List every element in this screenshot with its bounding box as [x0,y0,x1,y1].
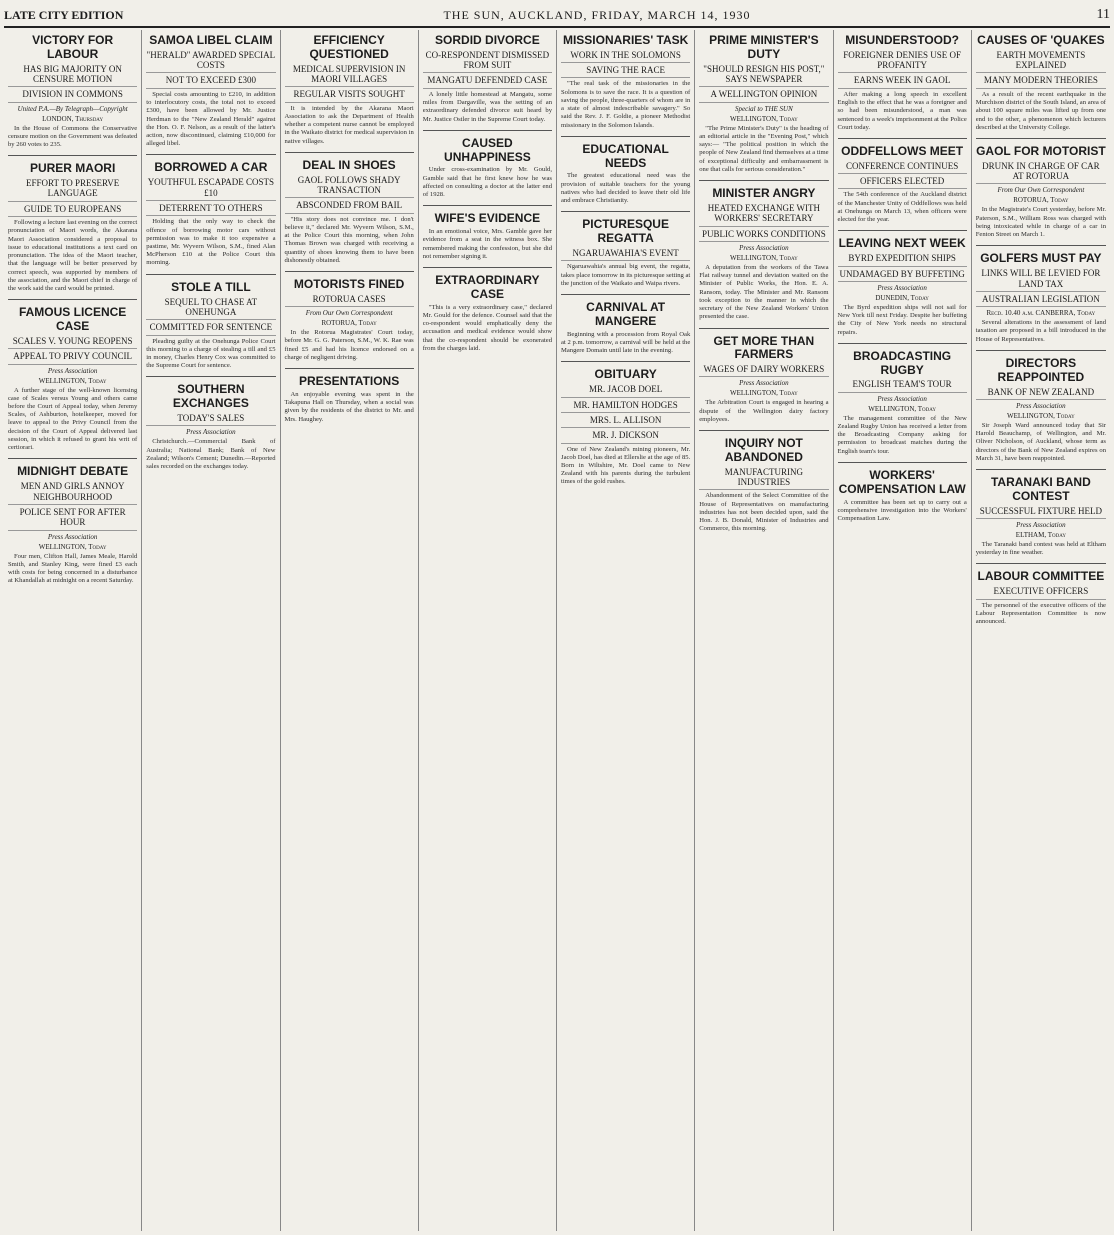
news-story [423,205,552,261]
story-paragraph: Following a lecture last evening on the correct pronunciation of Maori words, the Akarana Maori Association considered a proposal to issue to educational institutions a text card on pronunciation. The idea of the Maori teacher, that the language will be better preserved by correct speech, was supported by members of the association, and the Maori chief in charge of the work said the card would be printed. [8,219,138,293]
story-body [285,329,414,362]
story-subhead: MANY MODERN THEORIES [976,75,1106,88]
story-paragraph: Pleading guilty at the Onehunga Police Court this morning to a charge of stealing a till and £5 in money, Charles Henry Cox was committed to the Supreme Court for sentence. [146,337,276,370]
story-subhead: MEN AND GIRLS ANNOY NEIGHBOURHOOD [8,481,137,505]
news-story [8,34,137,149]
story-body [699,125,828,174]
story-body [423,166,552,199]
story-headline: DIRECTORS REAPPOINTED [997,355,1085,384]
story-byline: From Our Own Correspondent [305,309,393,318]
story-headline: OBITUARY [594,367,657,382]
story-headline: BROADCASTING RUGBY [853,348,952,377]
story-dateline: ROTORUA, Today [321,319,377,328]
story-paragraph: Four men, Clifton Hall, James Meale, Harold Smith, and Stanley King, were fined £3 each with costs for being concerned in a disturbance at Khandallah at midnight on a recent Saturday. [8,552,138,585]
story-dateline: ROTORUA, Today [1013,196,1069,205]
story-subhead: DRUNK IN CHARGE OF CAR AT ROTORUA [976,161,1106,185]
news-story [285,152,414,265]
story-body [976,422,1106,463]
story-paragraph: As a result of the recent earthquake in the Murchison district of the South Island, an area of about 100 square miles was lifted up from one end to the other, a phenomenon which lecturers described at the University College. [975,90,1106,131]
story-headline: WIFE'S EVIDENCE [434,211,541,226]
story-paragraph: The personnel of the executive officers of the Labour Representation Committee is now announced. [975,601,1106,626]
edition-label: LATE CITY EDITION [4,7,124,22]
story-paragraph: One of New Zealand's mining pioneers, Mr. Jacob Doel, has died at Ellerslie at the age of 85. Born in Wiltshire, Mr. Doel came to New Zealand with his parents during the turbulent times of the gold rushes. [561,445,691,486]
story-body [699,492,828,533]
story-headline: FAMOUS LICENCE CASE [18,305,127,334]
news-column [419,30,557,1231]
story-headline: STOLE A TILL [171,279,251,294]
story-headline: PURER MAORI [29,161,116,176]
story-headline: MINISTER ANGRY [712,186,816,201]
news-story [8,155,137,293]
story-subhead: NOT TO EXCEED £300 [146,75,275,88]
news-story [838,34,967,132]
news-story [699,180,828,321]
story-body [423,91,552,124]
story-body [838,304,967,337]
story-subhead: GUIDE TO EUROPEANS [8,204,137,217]
story-body [838,91,967,132]
story-dateline: WELLINGTON, Today [1006,411,1075,420]
story-paragraph: Special costs amounting to £210, in addition to interlocutory costs, the total not to exceed £300, have been allowed by Mr. Justice Herdman to the "New Zealand Herald" against the Hon. O. F. Nelson, as a result of the latter's action, now discontinued, claiming £10,000 for alleged libel. [146,90,276,148]
story-subhead: ENGLISH TEAM'S TOUR [838,379,967,392]
story-headline: GAOL FOR MOTORIST [976,144,1106,158]
story-subhead: OFFICERS ELECTED [838,176,967,189]
news-story [561,294,690,355]
news-story [699,328,828,425]
story-headline: MISUNDERSTOOD? [845,33,960,47]
story-subhead: UNDAMAGED BY BUFFETING [838,269,967,282]
story-body [561,263,690,288]
story-subhead: GAOL FOLLOWS SHADY TRANSACTION [285,175,414,199]
story-subhead: FOREIGNER DENIES USE OF PROFANITY [838,50,967,74]
news-column [557,30,695,1231]
story-paragraph: Christchurch.—Commercial Bank of Australia; National Bank; Bank of New Zealand; Wilson's Cement; Dunedin.—Reported sales recorded on the exchanges today. [146,438,276,471]
story-subhead: SUCCESSFUL FIXTURE HELD [976,506,1106,519]
news-column [695,30,833,1231]
story-headline: SAMOA LIBEL CLAIM [149,33,273,47]
story-headline: WORKERS' COMPENSATION LAW [838,467,966,496]
story-subhead: SEQUEL TO CHASE AT ONEHUNGA [146,297,275,321]
story-byline: Press Association [1016,401,1066,410]
news-story [976,245,1106,344]
story-body [146,218,275,267]
story-byline: Press Association [739,379,789,388]
story-body [976,541,1106,557]
news-column [834,30,972,1231]
story-body [8,219,137,293]
news-story [976,34,1106,132]
news-story [976,138,1106,239]
news-story [561,211,690,288]
story-paragraph: A further stage of the well-known licensing case of Scales versus Young and others came before the Court of Appeal today, when Jeremy Scales, of Ashburton, hotelkeeper, moved for leave to appeal to the Privy Council from the decision of the Court of Appeal delivered last session, in which it refused to grant his writ of certiorari. [8,386,138,452]
news-story [976,350,1106,463]
news-story [561,34,690,130]
news-story [285,34,414,146]
news-story [285,271,414,362]
story-paragraph: Under cross-examination by Mr. Gould, Gamble said that he first knew how he was affected on consulting a doctor at the latter end of 1928. [422,166,552,199]
story-dateline: WELLINGTON, Today [38,542,107,551]
story-paragraph: Ngaruawahia's annual big event, the regatta, takes place tomorrow in its picturesque setting at the junction of the Waikato and Waipa rivers. [561,263,691,287]
story-subhead: PUBLIC WORKS CONDITIONS [699,229,828,242]
story-subhead: MRS. L. ALLISON [561,415,690,428]
story-paragraph: Beginning with a procession from Royal Oak at 2 p.m. tomorrow, a carnival will be held at the Mangere Domain until late in the evening. [561,330,691,355]
news-story [561,361,690,486]
story-headline: EDUCATIONAL NEEDS [582,141,669,170]
story-subhead: EXECUTIVE OFFICERS [976,586,1106,599]
story-headline: CAUSES OF 'QUAKES [977,33,1105,47]
news-column [281,30,419,1231]
story-byline: Press Association [877,394,927,403]
story-body [423,304,552,353]
story-paragraph: Sir Joseph Ward announced today that Sir Harold Beauchamp, of Wellington, and Mr. Oliver Nicholson, of Auckland, whose term as directors of the Bank of New Zealand expires on March 31, have been reappointed. [975,421,1106,462]
story-subhead: MANGATU DEFENDED CASE [423,75,552,88]
story-paragraph: The 54th conference of the Auckland district of the Manchester Unity of Oddfellows was held at Onehunga on March 13, when officers were elected for the year. [837,191,967,224]
story-body [838,191,967,224]
story-paragraph: In an emotional voice, Mrs. Gamble gave her evidence from a seat in the witness box. She remembered making the confession, but she did not remember signing it. [422,228,552,260]
story-body [976,602,1106,627]
story-paragraph: The greatest educational need was the provision of suitable teachers for the young natives who had decided to leave their old life and embrace Christianity. [561,172,691,205]
story-byline: From Our Own Correspondent [997,186,1085,195]
story-headline: PRIME MINISTER'S DUTY [709,33,819,61]
story-dateline: DUNEDIN, Today [875,293,929,302]
story-body [285,216,414,265]
story-dateline: WELLINGTON, Today [729,114,798,123]
story-headline: BORROWED A CAR [154,160,268,175]
story-subhead: APPEAL TO PRIVY COUNCIL [8,351,137,364]
story-headline: SOUTHERN EXCHANGES [172,382,249,411]
story-subhead: COMMITTED FOR SENTENCE [146,322,275,335]
story-body [976,319,1106,344]
story-subhead: BANK OF NEW ZEALAND [976,387,1106,400]
story-body [146,91,275,149]
news-story [146,154,275,267]
story-headline: CAUSED UNHAPPINESS [444,135,531,164]
story-headline: EXTRAORDINARY CASE [435,273,540,301]
story-headline: SORDID DIVORCE [435,33,540,47]
story-subhead: MR. HAMILTON HODGES [561,400,690,413]
story-subhead: HEATED EXCHANGE WITH WORKERS' SECRETARY [699,203,828,227]
story-body [561,331,690,356]
story-body [838,499,967,524]
story-subhead: SAVING THE RACE [561,65,690,78]
page-number: 11 [1096,7,1110,22]
news-column [972,30,1110,1231]
story-paragraph: "His story does not convince me. I don't believe it," declared Mr. Wyvern Wilson, S.M., at the Police Court this morning, when John Thomas Brown was charged with receiving a quantity of shoes knowing them to have been dishonestly obtained. [284,215,414,264]
story-body [8,125,137,150]
story-dateline: WELLINGTON, Today [729,389,798,398]
story-headline: VICTORY FOR LABOUR [32,33,114,61]
story-byline: Press Association [739,243,789,252]
story-paragraph: The Byrd expedition ships will not sail for New York till next Friday. Despite her buffeting the City of New York needs no structural repairs. [837,303,967,336]
story-paragraph: In the Rotorua Magistrates' Court today, before Mr. G. G. Paterson, S.M., W. K. Rae was fined £5 and had his licence endorsed on a charge of negligent driving. [284,329,414,361]
news-story [976,469,1106,557]
news-story [285,368,414,424]
story-paragraph: A deputation from the workers of the Tawa Flat railway tunnel and deviation waited on the Minister of Public Works, the Hon. E. A. Ransom, today. The Minister and Mr. Ransom took exception to the manner in which the secretary of the New Zealand Workers' Union presented the case. [699,263,829,321]
news-story [561,136,690,206]
story-subhead: "SHOULD RESIGN HIS POST," SAYS NEWSPAPER [699,64,828,88]
story-subhead: CONFERENCE CONTINUES [838,161,967,174]
story-paragraph: In the Magistrate's Court yesterday, before Mr. Paterson, S.M., William Ross was charged with being intoxicated while in charge of a car in Fenton Street on March 1. [975,206,1106,239]
story-headline: TARANAKI BAND CONTEST [990,475,1091,503]
story-body [976,91,1106,132]
story-subhead: WAGES OF DAIRY WORKERS [699,364,828,377]
story-paragraph: An enjoyable evening was spent in the Takapuna Hall on Thursday, when a social was given by the residents of the district to Mr. and Mrs. Haughey. [284,390,414,423]
story-subhead: LINKS WILL BE LEVIED FOR LAND TAX [976,268,1106,292]
story-subhead: DIVISION IN COMMONS [8,89,137,102]
story-headline: LABOUR COMMITTEE [977,569,1105,584]
story-paragraph: After making a long speech in excellent English to the effect that he was a foreigner and so had been misunderstood, a man was sentenced to a week's imprisonment at the Police Court today. [837,90,967,131]
story-paragraph: A committee has been set up to carry out a comprehensive investigation into the Workers' Compensation Law. [837,498,967,523]
columns-grid [4,30,1110,1231]
story-subhead: BYRD EXPEDITION SHIPS [838,253,967,266]
story-dateline: LONDON, Thursday [42,114,104,123]
story-headline: ODDFELLOWS MEET [841,144,964,158]
masthead [4,4,1110,28]
story-dateline: Recd. 10.40 a.m. CANBERRA, Today [986,309,1096,318]
news-story [699,430,828,533]
news-story [423,267,552,353]
news-story [838,343,967,456]
news-story [838,230,967,336]
news-story [8,299,137,452]
story-paragraph: "The Prime Minister's Duty" is the heading of an editorial article in the "Evening Post," which says:— "The political position in which the people of New Zealand find themselves at a time of exceptional difficulty and embarrassment is one that calls for serious consideration." [699,124,829,173]
story-paragraph: The management committee of the New Zealand Rugby Union has received a letter from the Broadcasting Company asking for permission to broadcast matches during the English team's tour. [837,414,967,455]
story-dateline: ELTHAM, Today [1015,531,1066,539]
story-byline: Press Association [47,366,98,375]
story-paragraph: Abandonment of the Select Committee of the House of Representatives on manufacturing industries has not been decided upon, said the Hon. J. B. Donald, Minister of Industries and Commerce, this morning. [699,492,829,533]
story-subhead: SCALES V. YOUNG REOPENS [8,336,137,349]
story-body [561,80,690,129]
story-paragraph: A lonely little homestead at Mangatu, some miles from Dargaville, was the setting of an extraordinary defended divorce suit heard by Mr. Justice Ostler in the Supreme Court today. [422,90,552,123]
story-subhead: EARNS WEEK IN GAOL [838,75,967,88]
story-headline: GET MORE THAN FARMERS [713,333,815,362]
story-byline: Press Association [47,532,98,541]
news-story [423,34,552,124]
story-body [838,415,967,456]
story-headline: LEAVING NEXT WEEK [838,236,966,251]
story-subhead: DETERRENT TO OTHERS [146,203,275,216]
news-column [142,30,280,1231]
story-subhead: MR. JACOB DOEL [561,384,690,397]
story-subhead: MANUFACTURING INDUSTRIES [699,467,828,491]
news-story [838,462,967,523]
news-story [976,563,1106,626]
story-body [8,553,137,586]
news-story [146,376,275,471]
story-subhead: TODAY'S SALES [146,413,275,426]
story-byline: Press Association [186,428,236,437]
story-subhead: EFFORT TO PRESERVE LANGUAGE [8,178,137,202]
news-column [4,30,142,1231]
news-story [838,138,967,224]
news-story [8,458,137,585]
story-paragraph: Several alterations in the assessment of land taxation are proposed in a bill introduced in the House of Representatives. [975,319,1106,343]
story-body [561,446,690,487]
story-subhead: YOUTHFUL ESCAPADE COSTS £10 [146,177,275,201]
story-byline: United P.A.—By Telegraph—Copyright [17,104,128,113]
story-body [699,399,828,424]
story-body [699,264,828,322]
story-dateline: WELLINGTON, Today [38,376,107,385]
story-headline: INQUIRY NOT ABANDONED [724,436,803,464]
story-subhead: CO-RESPONDENT DISMISSED FROM SUIT [423,50,552,74]
story-paragraph: Holding that the only way to check the offence of borrowing motor cars without permission was to make it too expensive a pastime, Mr. Wyvern Wilson, S.M., fined Alan McPherson £10 at the Police Court this morning. [146,218,276,267]
story-subhead: HAS BIG MAJORITY ON CENSURE MOTION [8,64,137,88]
story-headline: PICTURESQUE REGATTA [582,217,669,246]
news-story [146,34,275,148]
story-byline: Press Association [1016,521,1066,529]
story-paragraph: "The real task of the missionaries in the Solomons is to save the race. It is a question of saving the people, three-quarters of whom are in a state of almost indescribable savagery." So said the Rev. J. F. Goldie, a pioneer Methodist missionary in the Solomon Islands. [561,80,691,129]
story-paragraph: It is intended by the Akarana Maori Association to ask the Department of Health whether a competent nurse cannot be employed in the Waikato district for medical supervision in native villages. [284,104,414,145]
story-subhead: MEDICAL SUPERVISION IN MAORI VILLAGES [285,64,414,88]
page-title: THE SUN, AUCKLAND, FRIDAY, MARCH 14, 1930 [443,7,751,22]
story-body [146,338,275,371]
story-body [561,172,690,205]
story-headline: CARNIVAL AT MANGERE [586,300,666,328]
story-subhead: EARTH MOVEMENTS EXPLAINED [976,50,1106,74]
story-paragraph: In the House of Commons the Conservative censure motion on the Government was defeated by 260 votes to 235. [8,124,138,149]
news-story [423,130,552,200]
story-paragraph: The Arbitration Court is engaged in hearing a dispute of the Wellington dairy factory employees. [699,399,829,423]
story-headline: MISSIONARIES' TASK [562,33,689,47]
news-story [146,274,275,371]
story-byline: Press Association [877,283,927,292]
story-headline: DEAL IN SHOES [302,157,396,172]
story-body [285,391,414,424]
story-dateline: WELLINGTON, Today [868,404,937,413]
story-headline: MOTORISTS FINED [293,277,405,292]
news-story [699,34,828,174]
story-paragraph: The Taranaki band contest was held at Eltham yesterday in fine weather. [975,541,1106,557]
story-subhead: ABSCONDED FROM BAIL [285,200,414,213]
story-body [423,228,552,261]
story-subhead: REGULAR VISITS SOUGHT [285,89,414,102]
story-headline: EFFICIENCY QUESTIONED [309,33,389,61]
story-subhead: AUSTRALIAN LEGISLATION [976,294,1106,307]
story-body [285,105,414,146]
story-dateline: WELLINGTON, Today [729,253,798,262]
story-subhead: A WELLINGTON OPINION [699,89,828,102]
story-subhead: "HERALD" AWARDED SPECIAL COSTS [146,50,275,74]
story-body [146,438,275,471]
story-paragraph: "This is a very extraordinary case," declared Mr. Gould for the defence. Counsel said that the co-respondent would emphatically deny the accusation and medical evidence would show that the co-respondent should be exonerated from the charges laid. [422,303,552,352]
story-headline: PRESENTATIONS [299,374,400,389]
story-subhead: WORK IN THE SOLOMONS [561,50,690,63]
story-subhead: NGARUAWAHIA'S EVENT [561,248,690,261]
story-headline: GOLFERS MUST PAY [980,251,1102,266]
story-headline: MIDNIGHT DEBATE [17,464,129,479]
story-body [976,206,1106,239]
story-byline: Special to THE SUN [735,104,793,113]
story-body [8,387,137,453]
story-subhead: POLICE SENT FOR AFTER HOUR [8,507,137,531]
story-subhead: ROTORUA CASES [285,294,414,307]
story-subhead: MR. J. DICKSON [561,430,690,443]
